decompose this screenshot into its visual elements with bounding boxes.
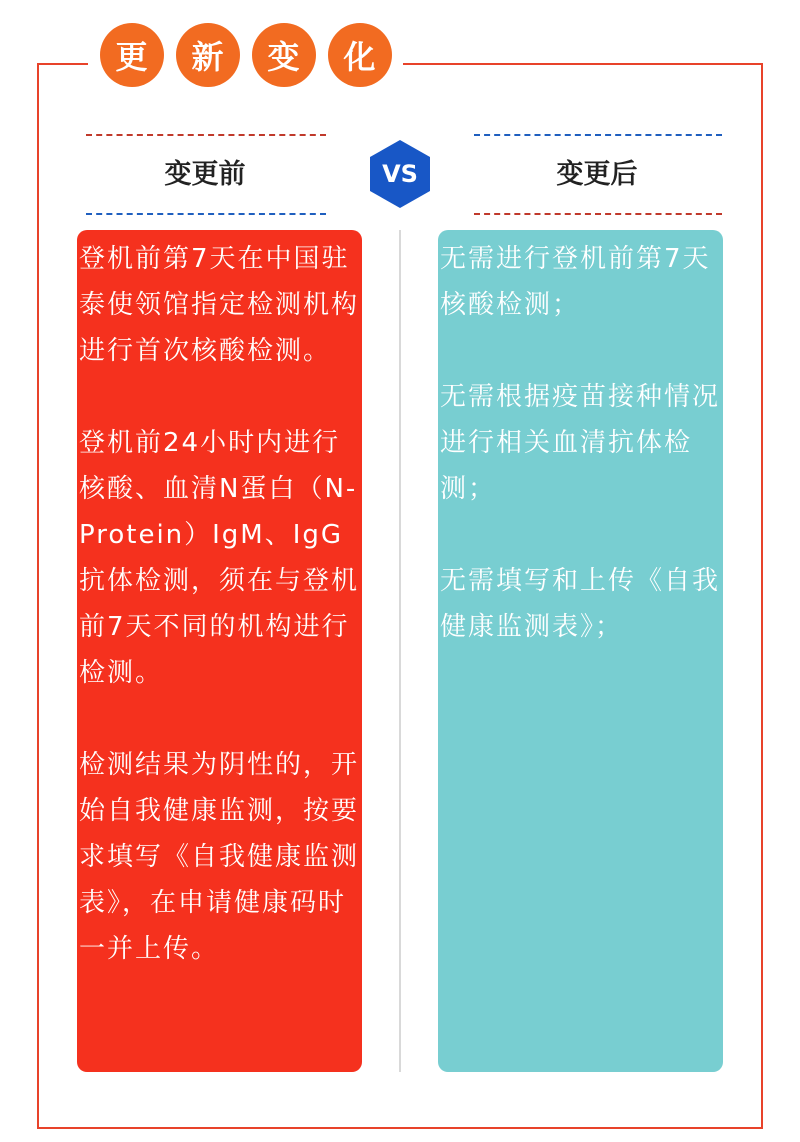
before-paragraph: 检测结果为阴性的，开始自我健康监测，按要求填写《自我健康监测表》，在申请健康码时一并上传。 — [79, 750, 360, 964]
title-char-1: 更 — [100, 23, 164, 87]
after-top-dashline — [474, 134, 722, 136]
before-bottom-dashline — [86, 213, 326, 215]
before-box — [77, 230, 362, 1072]
title-char-2: 新 — [176, 23, 240, 87]
title-char-4: 化 — [328, 23, 392, 87]
before-paragraph: 登机前第7天在中国驻泰使领馆指定检测机构进行首次核酸检测。 — [79, 244, 360, 366]
before-top-dashline — [86, 134, 326, 136]
after-bottom-dashline — [474, 213, 722, 215]
column-divider — [399, 230, 401, 1072]
section-title — [88, 14, 403, 96]
after-paragraph: 无需填写和上传《自我健康监测表》； — [440, 566, 721, 642]
title-char-3: 变 — [252, 23, 316, 87]
after-paragraph: 无需根据疫苗接种情况进行相关血清抗体检测； — [440, 382, 721, 504]
before-paragraph: 登机前24小时内进行核酸、血清N蛋白（N-Protein）IgM、IgG抗体检测，须在与登机前7天不同的机构进行检测。 — [79, 428, 360, 688]
before-label: 变更前 — [164, 159, 246, 190]
after-box — [438, 230, 723, 1072]
vs-badge — [368, 138, 432, 210]
after-paragraph: 无需进行登机前第7天核酸检测； — [440, 244, 711, 320]
vs-label: VS — [382, 160, 418, 188]
after-label: 变更后 — [556, 159, 638, 190]
